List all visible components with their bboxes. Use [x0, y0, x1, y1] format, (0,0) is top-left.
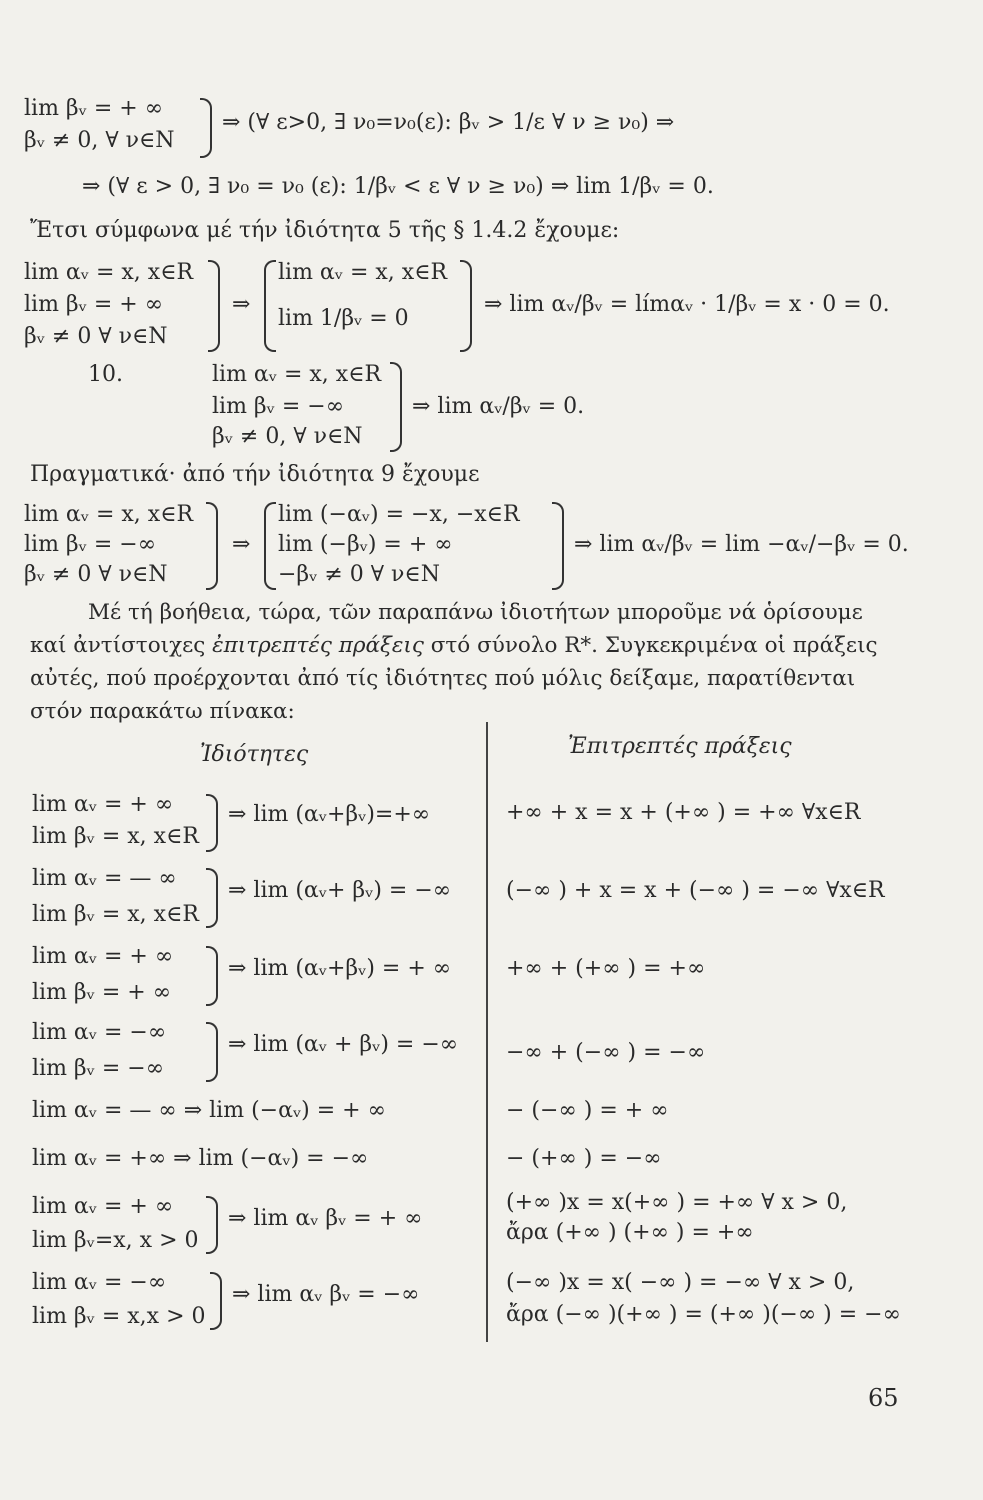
top-result-1: ⇒ (∀ ε>0, ∃ ν₀=ν₀(ε): βᵥ > 1/ε ∀ ν ≥ ν₀) ⇒ [222, 110, 675, 135]
table-row-8-operation: (−∞ )x = x( −∞ ) = −∞ ∀ x > 0, [506, 1270, 855, 1295]
table-row-2-brace [206, 868, 218, 928]
table-row-7-operation-2: ἄρα (+∞ ) (+∞ ) = +∞ [506, 1220, 754, 1245]
block2-brace-1 [206, 502, 218, 590]
block2-a2: lim βᵥ = −∞ [24, 532, 157, 557]
table-row-2-operation: (−∞ ) + x = x + (−∞ ) = −∞ ∀x∈R [506, 878, 885, 903]
table-row-8-operation-2: ἄρα (−∞ )(+∞ ) = (+∞ )(−∞ ) = −∞ [506, 1302, 901, 1327]
block1-brace-2 [264, 260, 276, 352]
block2-conclusion: ⇒ lim αᵥ/βᵥ = lim −αᵥ/−βᵥ = 0. [574, 532, 909, 557]
block2-brace-3 [552, 502, 564, 590]
table-row-1-operation: +∞ + x = x + (+∞ ) = +∞ ∀x∈R [506, 800, 861, 825]
prop10-number: 10. [88, 362, 123, 387]
prop10-brace [390, 362, 402, 452]
table-row-7-brace [206, 1196, 218, 1254]
indeed-line: Πραγματικά· ἀπό τήν ἰδιότητα 9 ἔχουμε [30, 462, 480, 487]
table-row-7-l2: lim βᵥ=x, x > 0 [32, 1228, 199, 1253]
paragraph-part-b: στό σύνολο R*. Συγκεκριμένα οἱ πράξεις αὐτές, πού προέρχονται ἀπό τίς ἰδιότητες πού μόλις δείξαμε, παρατίθενται στόν παρακάτω πίνακα: [30, 633, 878, 724]
table-row-7-result: ⇒ lim αᵥ βᵥ = + ∞ [228, 1206, 423, 1231]
block1-b1: lim αᵥ = x, x∈R [278, 260, 448, 285]
table-row-8-result: ⇒ lim αᵥ βᵥ = −∞ [232, 1282, 420, 1307]
table-row-1-l1: lim αᵥ = + ∞ [32, 792, 174, 817]
table-row-2-l2: lim βᵥ = x, x∈R [32, 902, 199, 927]
table-header-left: Ἰδιότητες [200, 742, 309, 767]
table-header-right: Ἐπιτρεπτές πράξεις [568, 734, 792, 759]
block1-brace-1 [208, 260, 220, 352]
top-line-1: lim βᵥ = + ∞ [24, 96, 164, 121]
paragraph-part-a: Μέ τή βοήθεια, τώρα, τῶν παραπάνω ἰδιοτήτων μποροῦμε νά ὁρίσουμε καί ἀντίστοιχες [30, 600, 863, 658]
top-line-2: βᵥ ≠ 0, ∀ ν∈N [24, 128, 175, 153]
block1-arrow: ⇒ [232, 292, 251, 317]
block2-brace-2 [264, 502, 276, 590]
table-row-5-operation: − (−∞ ) = + ∞ [506, 1098, 669, 1123]
table-row-7-operation: (+∞ )x = x(+∞ ) = +∞ ∀ x > 0, [506, 1190, 848, 1215]
prop10-a3: βᵥ ≠ 0, ∀ ν∈N [212, 424, 363, 449]
table-row-4-brace [206, 1022, 218, 1082]
table-row-2-result: ⇒ lim (αᵥ+ βᵥ) = −∞ [228, 878, 452, 903]
block1-a2: lim βᵥ = + ∞ [24, 292, 164, 317]
intro-line: Ἔτσι σύμφωνα μέ τήν ἰδιότητα 5 τῆς § 1.4.2 ἔχουμε: [30, 218, 620, 243]
table-row-8-brace [210, 1272, 222, 1330]
table-row-3-brace [206, 946, 218, 1006]
table-row-4-operation: −∞ + (−∞ ) = −∞ [506, 1040, 706, 1065]
table-row-6-operation: − (+∞ ) = −∞ [506, 1146, 662, 1171]
table-row-3-l1: lim αᵥ = + ∞ [32, 944, 174, 969]
table-row-1-result: ⇒ lim (αᵥ+βᵥ)=+∞ [228, 802, 431, 827]
table-row-1-brace [206, 794, 218, 852]
table-row-4-l1: lim αᵥ = −∞ [32, 1020, 167, 1045]
table-row-4-result: ⇒ lim (αᵥ + βᵥ) = −∞ [228, 1032, 459, 1057]
block1-a3: βᵥ ≠ 0 ∀ ν∈N [24, 324, 168, 349]
block1-a1: lim αᵥ = x, x∈R [24, 260, 194, 285]
prop10-a2: lim βᵥ = −∞ [212, 394, 345, 419]
block1-b2: lim 1/βᵥ = 0 [278, 306, 409, 331]
table-divider [486, 722, 488, 1342]
top-result-2: ⇒ (∀ ε > 0, ∃ ν₀ = ν₀ (ε): 1/βᵥ < ε ∀ ν ≥ ν₀) ⇒ lim 1/βᵥ = 0. [82, 174, 714, 199]
block2-arrow: ⇒ [232, 532, 251, 557]
block1-brace-3 [460, 260, 472, 352]
block1-conclusion: ⇒ lim αᵥ/βᵥ = límαᵥ · 1/βᵥ = x · 0 = 0. [484, 292, 890, 317]
block2-b1: lim (−αᵥ) = −x, −x∈R [278, 502, 520, 527]
table-row-3-operation: +∞ + (+∞ ) = +∞ [506, 956, 706, 981]
table-row-3-l2: lim βᵥ = + ∞ [32, 980, 172, 1005]
block2-a3: βᵥ ≠ 0 ∀ ν∈N [24, 562, 168, 587]
block2-b3: −βᵥ ≠ 0 ∀ ν∈N [278, 562, 440, 587]
prop10-conclusion: ⇒ lim αᵥ/βᵥ = 0. [412, 394, 585, 419]
table-row-4-l2: lim βᵥ = −∞ [32, 1056, 165, 1081]
table-row-7-l1: lim αᵥ = + ∞ [32, 1194, 174, 1219]
block2-b2: lim (−βᵥ) = + ∞ [278, 532, 453, 557]
paragraph [30, 596, 890, 728]
table-row-1-l2: lim βᵥ = x, x∈R [32, 824, 199, 849]
page-number: 65 [868, 1384, 899, 1412]
table-row-3-result: ⇒ lim (αᵥ+βᵥ) = + ∞ [228, 956, 452, 981]
table-row-5-l1: lim αᵥ = — ∞ ⇒ lim (−αᵥ) = + ∞ [32, 1098, 386, 1123]
table-row-8-l1: lim αᵥ = −∞ [32, 1270, 167, 1295]
table-row-2-l1: lim αᵥ = — ∞ [32, 866, 177, 891]
prop10-a1: lim αᵥ = x, x∈R [212, 362, 382, 387]
block2-a1: lim αᵥ = x, x∈R [24, 502, 194, 527]
table-row-6-l1: lim αᵥ = +∞ ⇒ lim (−αᵥ) = −∞ [32, 1146, 369, 1171]
top-brace [200, 98, 212, 158]
table-row-8-l2: lim βᵥ = x,x > 0 [32, 1304, 206, 1329]
paragraph-emphasis: ἐπιτρεπτές πράξεις [212, 633, 424, 658]
